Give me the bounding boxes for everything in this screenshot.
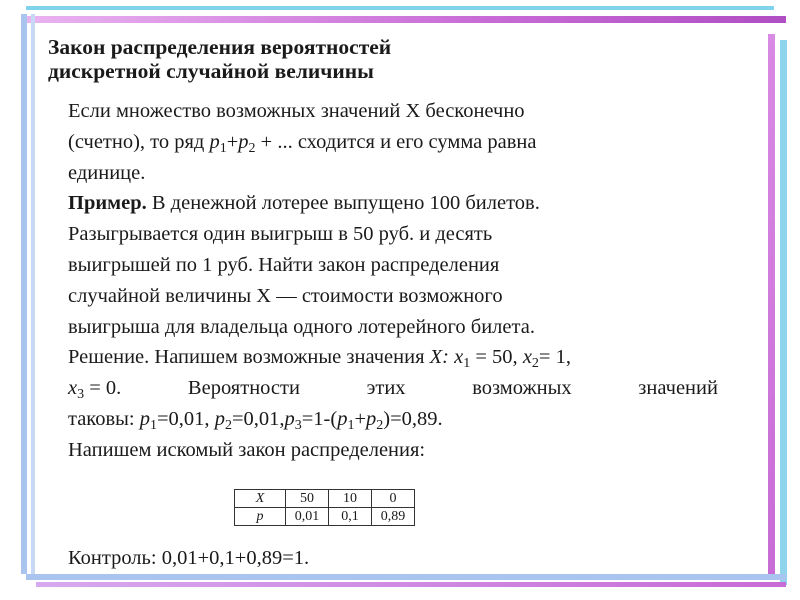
slide-body	[68, 96, 718, 466]
text-run: )=0,89.	[383, 407, 443, 430]
var-p: p	[284, 407, 295, 430]
subscript: 1	[347, 417, 355, 433]
frame-right-bar	[768, 34, 775, 579]
text-run: = 1,	[538, 346, 571, 369]
para-line-3: единице.	[68, 161, 146, 184]
subscript: 1	[463, 356, 471, 372]
table-cell: p	[235, 508, 286, 526]
var-p: p	[366, 407, 377, 430]
frame-top-gradient-bar	[26, 16, 786, 23]
subscript: 2	[376, 417, 384, 433]
text-run: +	[354, 407, 367, 430]
word: возможных	[472, 377, 572, 400]
example-label: Пример.	[68, 192, 147, 215]
text-run	[68, 373, 121, 404]
example-line-4: случайной величины X — стоимости возможного	[68, 284, 503, 307]
var-p: p	[337, 407, 348, 430]
var-p: p	[238, 130, 249, 153]
text-run: таковы:	[68, 407, 140, 430]
slide-title	[48, 35, 748, 83]
example-line-5: выигрыша для владельца одного лотерейного билета.	[68, 315, 535, 338]
text-run: Решение. Напишем возможные значения	[68, 346, 430, 369]
subscript: 1	[219, 140, 227, 156]
subscript: 3	[294, 417, 302, 433]
frame-left-inner-bar	[31, 14, 35, 579]
example-line-2: Разыгрывается один выигрыш в 50 руб. и десять	[68, 223, 493, 246]
text-run: + ... сходится и его сумма равна	[255, 130, 537, 153]
frame-left-bar	[21, 14, 27, 574]
text-run: = 0.	[84, 377, 122, 400]
var-x: x	[68, 377, 78, 400]
var-X: X:	[429, 346, 450, 369]
subscript: 2	[248, 140, 256, 156]
text-run: =1-(	[301, 407, 338, 430]
word: этих	[366, 377, 406, 400]
control-line: Контроль: 0,01+0,1+0,89=1.	[68, 547, 310, 569]
text-run: (счетно), то ряд	[68, 130, 210, 153]
table-cell: 0	[372, 490, 415, 508]
text-run: В денежной лотерее выпущено 100 билетов.	[146, 192, 540, 215]
subscript: 2	[224, 417, 232, 433]
table-cell: 10	[329, 490, 372, 508]
para-line-1: Если множество возможных значений X бесконечно	[68, 100, 525, 122]
text-run: = 50,	[470, 346, 523, 369]
frame-right-outer-bar	[780, 40, 787, 585]
frame-bottom-bar	[26, 574, 786, 580]
frame-top-line	[26, 6, 774, 10]
word: значений	[638, 377, 718, 400]
table-row	[235, 508, 415, 526]
table-cell: 50	[286, 490, 329, 508]
word: Вероятности	[187, 377, 300, 400]
text-run: =0,01,	[157, 407, 215, 430]
example-line-1	[68, 188, 718, 219]
solution-line-2	[68, 373, 718, 404]
solution-line-1	[68, 342, 718, 373]
distribution-table	[234, 489, 415, 526]
table-row	[235, 490, 415, 508]
solution-line-4: Напишем искомый закон распределения:	[68, 438, 426, 461]
subscript: 2	[531, 356, 539, 372]
subscript: 3	[77, 387, 85, 403]
var-p: p	[139, 407, 150, 430]
table-cell: 0,89	[372, 508, 415, 526]
slide-title-line-1: Закон распределения вероятностей	[48, 35, 392, 59]
var-p: p	[214, 407, 225, 430]
table-cell: X	[235, 490, 286, 508]
para-line-2	[68, 127, 718, 158]
subscript: 1	[150, 417, 157, 433]
table-cell: 0,1	[329, 508, 372, 526]
slide-title-line-2: дискретной случайной величины	[48, 59, 374, 83]
text-run: =0,01,	[231, 407, 285, 430]
text-run: +	[226, 130, 239, 153]
solution-line-3	[68, 404, 718, 435]
var-x: x	[449, 346, 464, 369]
example-line-3: выигрышей по 1 руб. Найти закон распределения	[68, 253, 500, 276]
table-cell: 0,01	[286, 508, 329, 526]
var-x: x	[522, 346, 532, 369]
var-p: p	[209, 130, 220, 153]
frame-bottom-gradient-bar	[36, 582, 786, 587]
